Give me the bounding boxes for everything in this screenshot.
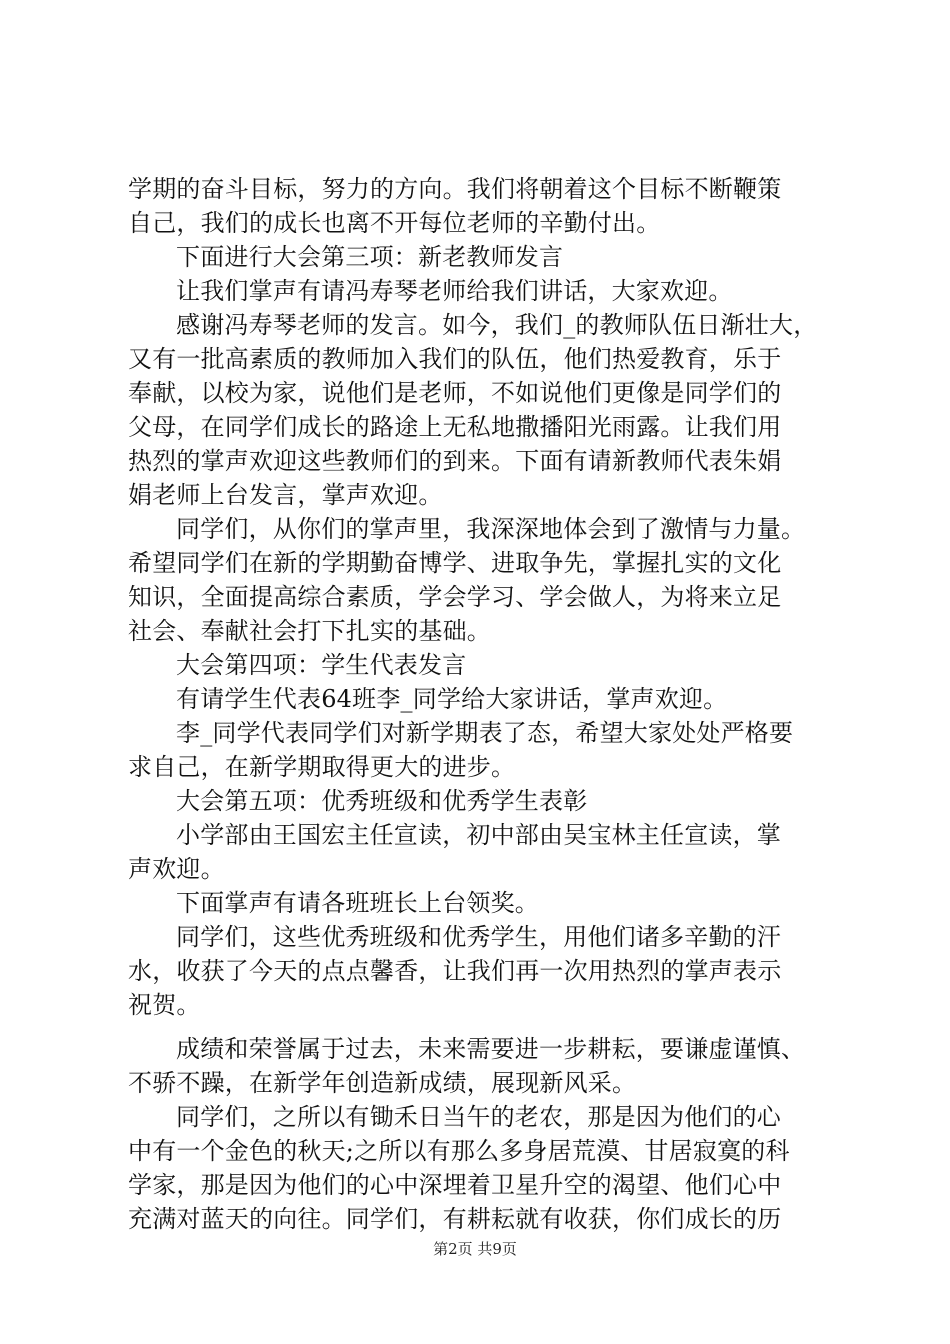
paragraph-line: 充满对蓝天的向往。同学们，有耕耘就有收获，你们成长的历 — [128, 1205, 782, 1233]
paragraph-line: 下面进行大会第三项：新老教师发言 — [176, 243, 564, 271]
paragraph-line: 祝贺。 — [128, 991, 201, 1019]
paragraph-line: 同学们，之所以有锄禾日当午的老农，那是因为他们的心 — [176, 1103, 781, 1131]
page-footer: 第2页 共9页 — [433, 1240, 517, 1258]
paragraph-line: 大会第四项：学生代表发言 — [176, 651, 467, 679]
paragraph-line: 李_同学代表同学们对新学期表了态，希望大家处处严格要 — [176, 719, 794, 747]
paragraph-line: 有请学生代表64班李_同学给大家讲话，掌声欢迎。 — [176, 685, 728, 713]
paragraph-line: 同学们，这些优秀班级和优秀学生，用他们诸多辛勤的汗 — [176, 923, 781, 951]
paragraph-line: 中有一个金色的秋天;之所以有那么多身居荒漠、甘居寂寞的科 — [128, 1137, 790, 1165]
paragraph-line: 同学们，从你们的掌声里，我深深地体会到了激情与力量。 — [176, 515, 806, 543]
paragraph-line: 不骄不躁，在新学年创造新成绩，展现新风采。 — [128, 1069, 637, 1097]
paragraph-line: 娟老师上台发言，掌声欢迎。 — [128, 481, 443, 509]
paragraph-line: 成绩和荣誉属于过去，未来需要进一步耕耘，要谦虚谨慎、 — [176, 1035, 806, 1063]
paragraph-line: 求自己，在新学期取得更大的进步。 — [128, 753, 516, 781]
paragraph-line: 学家，那是因为他们的心中深埋着卫星升空的渴望、他们心中 — [128, 1171, 782, 1199]
paragraph-line: 希望同学们在新的学期勤奋博学、进取争先，掌握扎实的文化 — [128, 549, 782, 577]
paragraph-line: 父母，在同学们成长的路途上无私地撒播阳光雨露。让我们用 — [128, 413, 782, 441]
paragraph-line: 声欢迎。 — [128, 855, 225, 883]
paragraph-line: 水，收获了今天的点点馨香，让我们再一次用热烈的掌声表示 — [128, 957, 782, 985]
paragraph-line: 让我们掌声有请冯寿琴老师给我们讲话，大家欢迎。 — [176, 277, 733, 305]
paragraph-line: 知识，全面提高综合素质，学会学习、学会做人，为将来立足 — [128, 583, 782, 611]
paragraph-line: 感谢冯寿琴老师的发言。如今，我们_的教师队伍日渐壮大， — [176, 311, 818, 339]
paragraph-line: 学期的奋斗目标，努力的方向。我们将朝着这个目标不断鞭策 — [128, 175, 782, 203]
paragraph-line: 小学部由王国宏主任宣读，初中部由吴宝林主任宣读，掌 — [176, 821, 781, 849]
paragraph-line: 自己，我们的成长也离不开每位老师的辛勤付出。 — [128, 209, 661, 237]
paragraph-line: 社会、奉献社会打下扎实的基础。 — [128, 617, 491, 645]
paragraph-line: 又有一批高素质的教师加入我们的队伍，他们热爱教育，乐于 — [128, 345, 782, 373]
paragraph-line: 下面掌声有请各班班长上台领奖。 — [176, 889, 539, 917]
paragraph-line: 大会第五项：优秀班级和优秀学生表彰 — [176, 787, 588, 815]
paragraph-line: 奉献，以校为家，说他们是老师，不如说他们更像是同学们的 — [128, 379, 782, 407]
paragraph-line: 热烈的掌声欢迎这些教师们的到来。下面有请新教师代表朱娟 — [128, 447, 782, 475]
